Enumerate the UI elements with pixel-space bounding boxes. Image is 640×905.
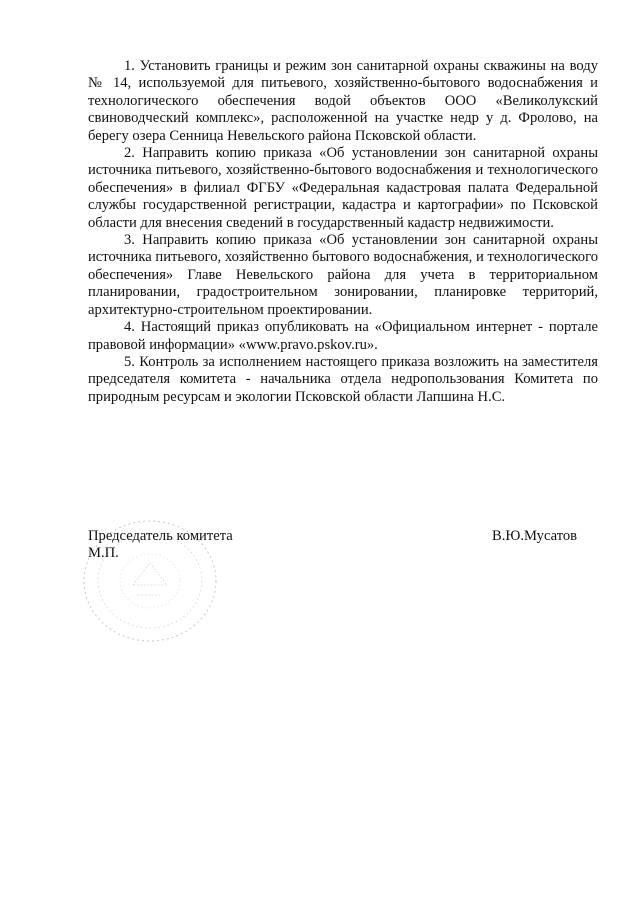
document-body <box>88 58 598 406</box>
stamp-place-label: М.П. <box>88 545 119 561</box>
paragraph-3: 3. Направить копию приказа «Об установлении зон санитарной охраны источника питьевого, хозяйственно бытового водоснабжения, и технологического обеспечения» Главе Невельского района для учета в территориальном планировании, градостроительном зонировании, планировке территорий, архитектурно-строительном проектировании. <box>88 232 598 318</box>
paragraph-4: 4. Настоящий приказ опубликовать на «Официальном интернет - портале правовой информации» «www.pravo.pskov.ru». <box>88 319 598 353</box>
signatory-name: В.Ю.Мусатов <box>492 528 578 544</box>
paragraph-1: 1. Установить границы и режим зон санитарной охраны скважины на воду № 14, используемой для питьевого, хозяйственно-бытового водоснабжения и технологического обеспечения водой объектов ООО «Великолукский свиноводческий комплекс», расположенной на участке недр у д. Фролово, на берегу озера Сенница Невельского района Псковской области. <box>88 58 598 144</box>
paragraph-2: 2. Направить копию приказа «Об установлении зон санитарной охраны источника питьевого, хозяйственно-бытового водоснабжения и технологического обеспечения» в филиал ФГБУ «Федеральная кадастровая палата Федеральной службы государственной регистрации, кадастра и картографии» по Псковской области для внесения сведений в государственный кадастр недвижимости. <box>88 145 598 231</box>
paragraph-5: 5. Контроль за исполнением настоящего приказа возложить на заместителя председателя комитета - начальника отдела недропользования Комитета по природным ресурсам и экологии Псковской области Лапшина Н.С. <box>88 353 598 405</box>
signatory-title: Председатель комитета <box>88 528 233 544</box>
